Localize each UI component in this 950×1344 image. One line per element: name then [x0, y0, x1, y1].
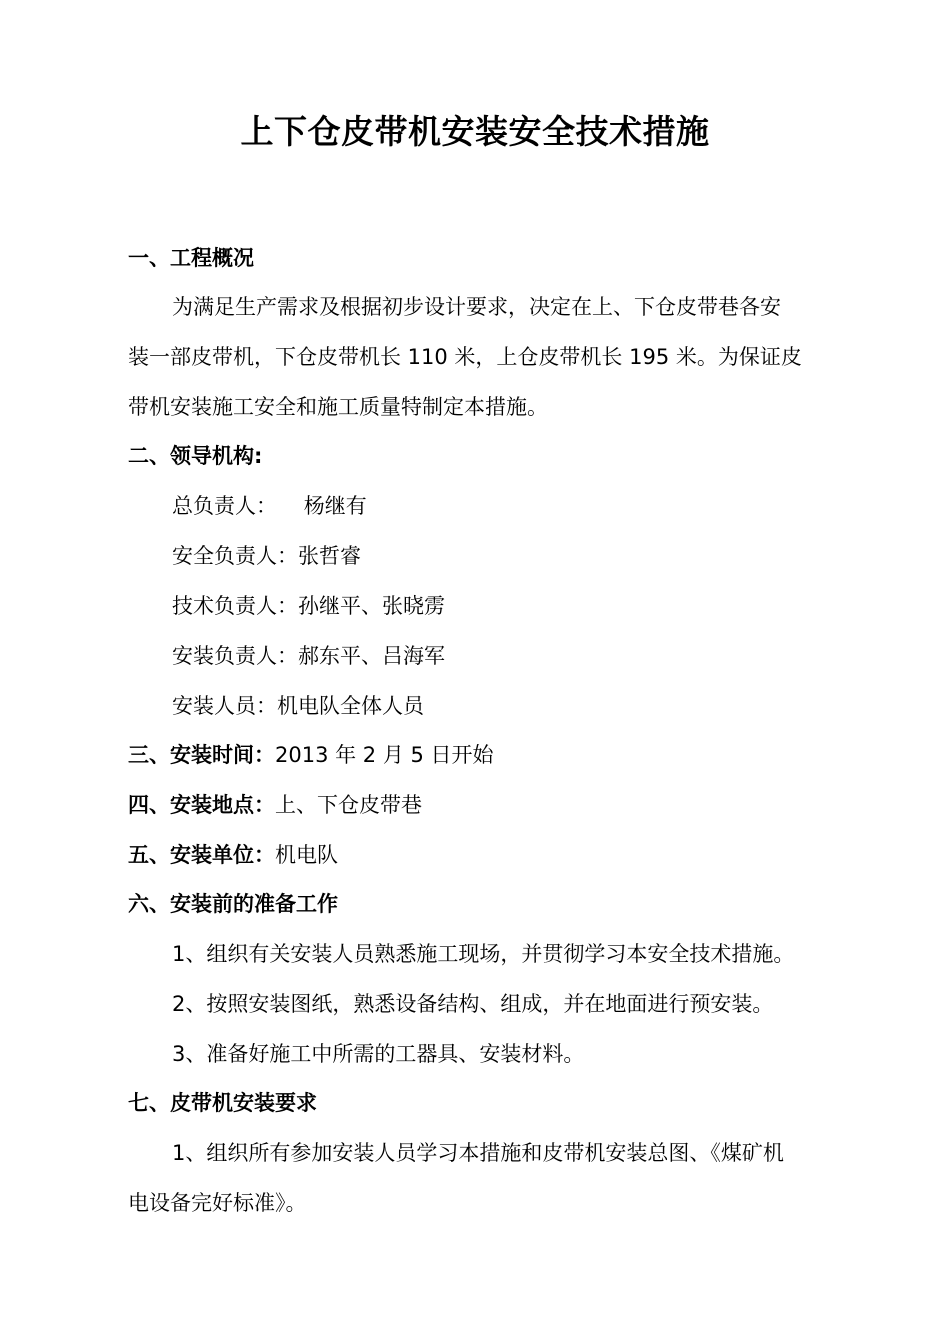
overview-line-2: 装一部皮带机，下仓皮带机长 110 米，上仓皮带机长 195 米。为保证皮 — [128, 345, 802, 369]
requirements-item-1: 1、组织所有参加安装人员学习本措施和皮带机安装总图、《煤矿机 — [172, 1141, 784, 1165]
section-heading-overview: 一、工程概况 — [128, 246, 254, 270]
install-location-value: 上、下仓皮带巷 — [275, 793, 422, 817]
leadership-line-2: 安全负责人：张哲睿 — [172, 544, 361, 568]
install-location-label: 四、安装地点： — [128, 793, 275, 817]
leadership-line-1: 总负责人： 杨继有 — [172, 494, 367, 518]
overview-line-1: 为满足生产需求及根据初步设计要求，决定在上、下仓皮带巷各安 — [172, 295, 781, 319]
section-heading-preparation: 六、安装前的准备工作 — [128, 892, 338, 916]
install-unit-value: 机电队 — [275, 843, 338, 867]
requirements-item-1-cont: 电设备完好标准》。 — [128, 1191, 307, 1215]
install-unit-row — [128, 839, 828, 871]
document-title: 上下仓皮带机安装安全技术措施 — [240, 112, 710, 151]
install-time-value: 2013 年 2 月 5 日开始 — [275, 743, 494, 767]
leadership-line-5: 安装人员：机电队全体人员 — [172, 694, 424, 718]
section-heading-leadership: 二、领导机构: — [128, 444, 263, 468]
overview-line-3: 带机安装施工安全和施工质量特制定本措施。 — [128, 395, 548, 419]
leadership-line-3: 技术负责人：孙继平、张晓雳 — [172, 594, 445, 618]
install-unit-label: 五、安装单位： — [128, 843, 275, 867]
preparation-item-3: 3、准备好施工中所需的工器具、安装材料。 — [172, 1042, 585, 1066]
preparation-item-1: 1、组织有关安装人员熟悉施工现场，并贯彻学习本安全技术措施。 — [172, 942, 795, 966]
install-time-row — [128, 739, 828, 771]
section-heading-requirements: 七、皮带机安装要求 — [128, 1091, 317, 1115]
preparation-item-2: 2、按照安装图纸，熟悉设备结构、组成，并在地面进行预安装。 — [172, 992, 774, 1016]
install-location-row — [128, 789, 828, 821]
leadership-line-4: 安装负责人：郝东平、吕海军 — [172, 644, 445, 668]
install-time-label: 三、安装时间： — [128, 743, 275, 767]
